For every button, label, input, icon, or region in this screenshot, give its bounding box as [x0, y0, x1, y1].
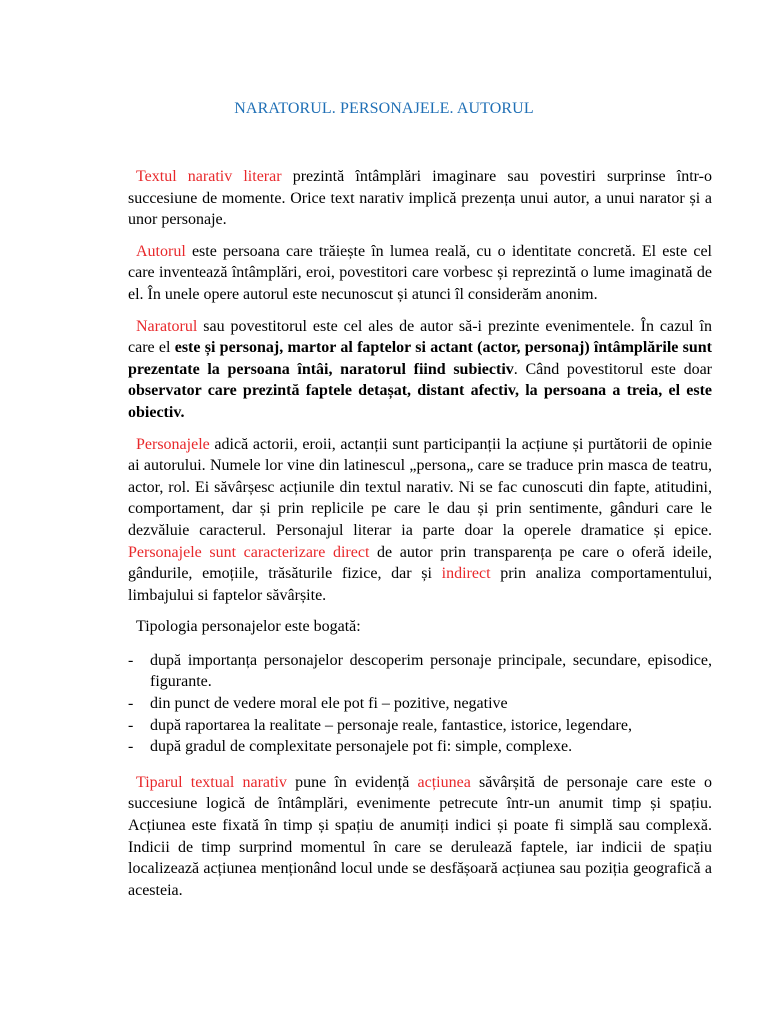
- list-item: [128, 650, 712, 693]
- list-item: [128, 736, 712, 758]
- paragraph-text: pune în evidență: [286, 773, 418, 791]
- paragraph-text: . Când povestitorul este doar: [513, 360, 712, 378]
- term-personajele: Personajele: [136, 435, 210, 453]
- term-tiparul: Tiparul textual narativ: [136, 773, 287, 791]
- term-autorul: Autorul: [136, 242, 186, 260]
- bold-subiectiv: este și personaj, martor al faptelor si actant (actor, personaj) întâmplările sunt prezentate la persoana întâi, naratorul fiind subiectiv: [128, 339, 712, 378]
- list-item-text: din punct de vedere moral ele pot fi – pozitive, negative: [150, 695, 508, 713]
- typology-list: [128, 650, 712, 758]
- list-item-text: după importanța personajelor descoperim personaje principale, secundare, episodice, figurante.: [150, 651, 712, 691]
- paragraph-text: de autor prin transparența pe care o oferă ideile, gândurile, emoțiile, trăsăturile fizice, dar și: [128, 543, 713, 583]
- list-marker: -: [128, 738, 134, 756]
- list-item: [128, 715, 712, 737]
- term-text-narativ: Textul narativ literar: [136, 168, 282, 185]
- paragraph-text: este persoana care trăiește în lumea reală, cu o identitate concretă. El este cel care inventează întâmplări, eroi, povestitori care vorbesc și reprezintă o lume imaginată de el. În unele opere autorul este necunoscut și atunci îl considerăm anonim.: [128, 242, 712, 303]
- list-marker: -: [128, 695, 134, 713]
- paragraph-text: adică actorii, eroii, actanții sunt participanții la acțiune și purtătorii de opinie ai autorului. Numele lor vine din latinescul „persona„ care se traduce prin masca de teatru, actor, rol. Ei săvârșesc acțiunile din textul narativ. Ni se fac cunoscuti din fapte, atitudini, comportament, dar și prin replicile pe care le dau și prin sentimente, gânduri care le dezvăluie caracterul. Personajul literar ia parte doar la operele dramatice și epice.: [128, 435, 712, 539]
- term-indirect: indirect: [441, 565, 491, 583]
- paragraph-text: sau povestitorul este cel ales de autor să-i prezinte evenimentele. În cazul în care el: [128, 317, 712, 357]
- paragraph-text: prezintă întâmplări imaginare sau povestiri surprinse într-o succesiune de momente. Orice text narativ implică prezența unui autor, a unui narator și a unor personaje.: [128, 168, 713, 229]
- paragraph-naratorul: [128, 316, 712, 424]
- list-marker: -: [128, 716, 134, 734]
- paragraph-text: săvârșită de personaje care este o succesiune logică de întâmplări, evenimente petrecute într-un anumit timp și spațiu. Acțiunea este fixată în timp și spațiu de anumiți indici și poate fi simplă sau complexă. Indicii de timp surprind momentul în care se derulează faptele, iar indicii de spațiu localizează acțiunea menționând locul unde se desfășoară acțiunea sau poziția geografică a acesteia.: [128, 773, 713, 899]
- document-body: [128, 166, 712, 911]
- paragraph-tiparul: [128, 772, 712, 902]
- term-actiunea: acțiunea: [417, 773, 471, 791]
- list-item-text: după raportarea la realitate – personaje reale, fantastice, istorice, legendare,: [150, 716, 632, 734]
- term-naratorul: Naratorul: [136, 317, 198, 335]
- paragraph-text-narativ: [128, 166, 712, 231]
- list-marker: -: [128, 651, 134, 669]
- paragraph-personajele: [128, 434, 712, 607]
- page-title: NARATORUL. PERSONAJELE. AUTORUL: [234, 100, 534, 117]
- list-item: [128, 693, 712, 715]
- paragraph-tipologia: Tipologia personajelor este bogată:: [136, 618, 361, 636]
- list-item-text: după gradul de complexitate personajele pot fi: simple, complexe.: [150, 738, 573, 756]
- term-caracterizare-direct: Personajele sunt caracterizare direct: [128, 543, 370, 561]
- bold-obiectiv: observator care prezintă faptele detașat, distant afectiv, la persoana a treia, el este obiectiv.: [128, 382, 712, 421]
- paragraph-autorul: [128, 241, 712, 306]
- paragraph-text: prin analiza comportamentului, limbajului si faptelor săvârșite.: [128, 565, 713, 604]
